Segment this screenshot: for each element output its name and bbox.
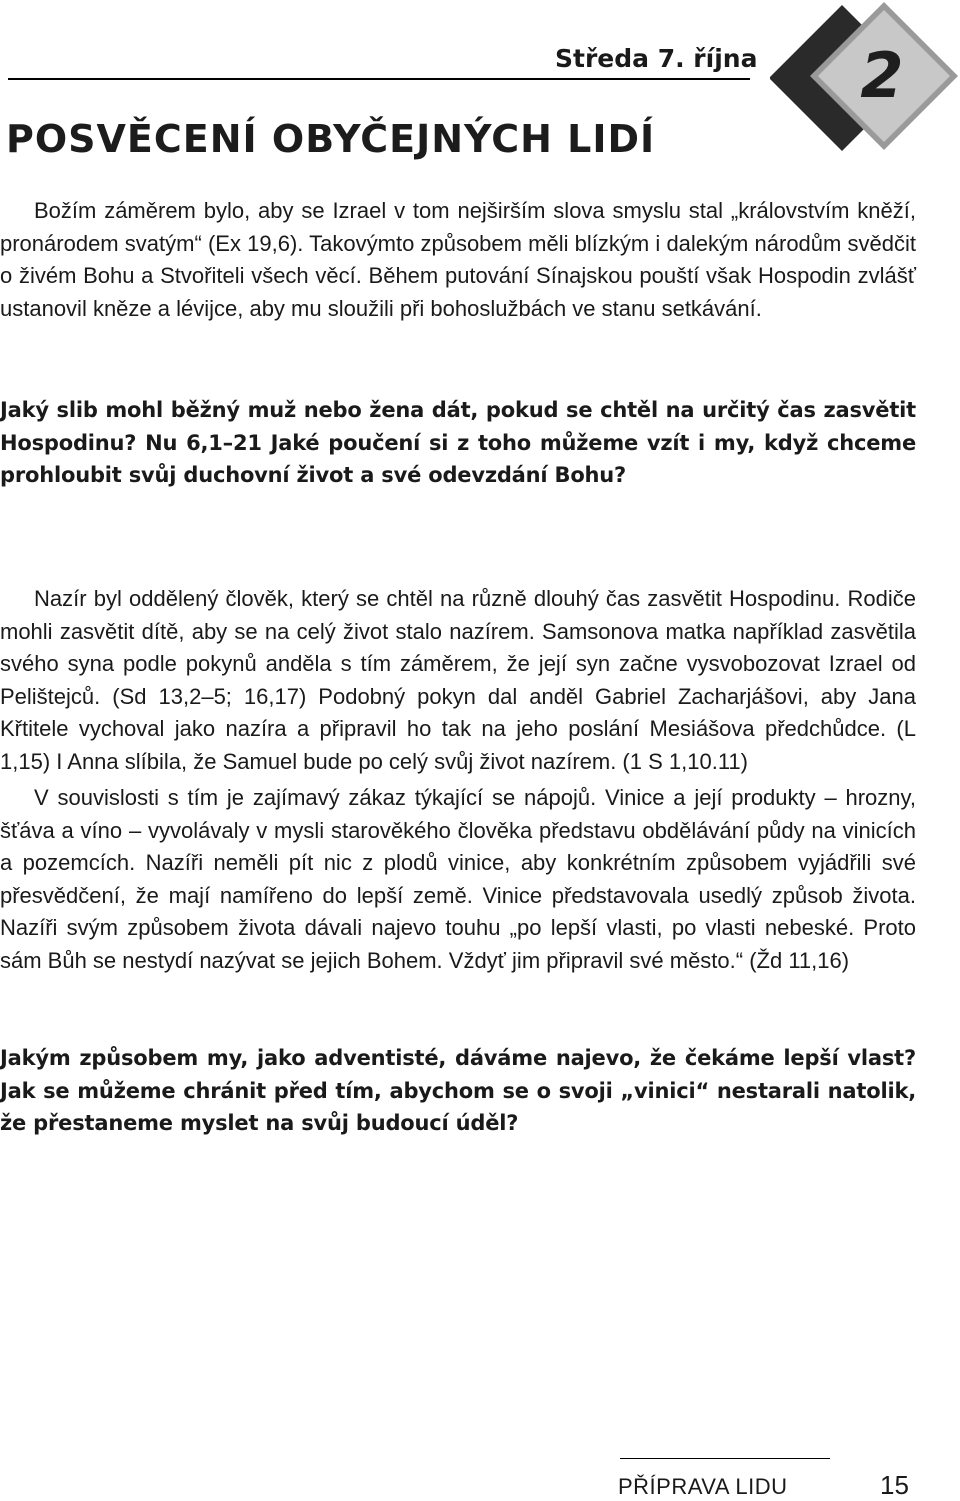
intro-paragraph: Božím záměrem bylo, aby se Izrael v tom nejširším slova smyslu stal „královstvím kněží, pronárodem svatým“ (Ex 19,6). Takovýmto způsobem měli blízkým i dalekým národům svědčit o živém Bohu a Stvořiteli všech věcí. Během putování Sínajskou pouští však Hospodin zvlášť ustanovil kněze a lévijce, aby mu sloužili při bohoslužbách ve stanu setkávání. [0, 198, 916, 321]
footer-rule [620, 1458, 830, 1459]
body-paragraph-1: Nazír byl oddělený člověk, který se chtěl na různě dlouhý čas zasvětit Hospodinu. Rodiče mohli zasvětit dítě, aby se na celý život stalo nazírem. Samsonova matka například zasvětila svého syna podle pokynů anděla s tím záměrem, že její syn začne vysvobozovat Izrael od Pelištejců. (Sd 13,2–5; 16,17) Podobný pokyn dal anděl Gabriel Zacharjášovi, aby Jana Křtitele vychoval jako nazíra a připravil ho tak na jeho poslání Mesiášova předchůdce. (L 1,15) I Anna slíbila, že Samuel bude po celý svůj život nazírem. (1 S 1,10.11) [0, 586, 916, 774]
lesson-number: 2 [860, 39, 904, 112]
page-title: POSVĚCENÍ OBYČEJNÝCH LIDÍ [6, 117, 656, 161]
body-paragraph-2: V souvislosti s tím je zajímavý zákaz týkající se nápojů. Vinice a její produkty – hrozny, šťáva a víno – vyvolávaly v mysli starověkého člověka představu obdělávání půdy na vinicích a pozemcích. Nazíři neměli pít nic z plodů vinice, aby konkrétním způsobem vyjádřili své přesvědčení, že mají namířeno do lepší země. Vinice představovala usedlý způsob života. Nazíři svým způsobem života dávali najevo touhu „po lepší vlasti, po vlasti nebeské. Proto sám Bůh se nestydí nazývat se jejich Bohem. Vždyť jim připravil své město.“ (Žd 11,16) [0, 785, 916, 973]
footer-label: PŘÍPRAVA LIDU [618, 1474, 788, 1499]
question-paragraph-2: Jakým způsobem my, jako adventisté, dáváme najevo, že čekáme lepší vlast? Jak se můžeme chránit před tím, abychom se o svoji „vinici“ nestarali natolik, že přestaneme myslet na svůj budoucí úděl? [0, 1046, 916, 1135]
page-number: 15 [880, 1470, 909, 1500]
header-rule [8, 78, 750, 80]
question-paragraph-1: Jaký slib mohl běžný muž nebo žena dát, pokud se chtěl na určitý čas zasvětit Hospodinu? Nu 6,1–21 Jaké poučení si z toho můžeme vzít i my, když chceme prohloubit svůj duchovní život a své odevzdání Bohu? [0, 398, 916, 487]
lesson-date: Středa 7. října [555, 44, 758, 73]
